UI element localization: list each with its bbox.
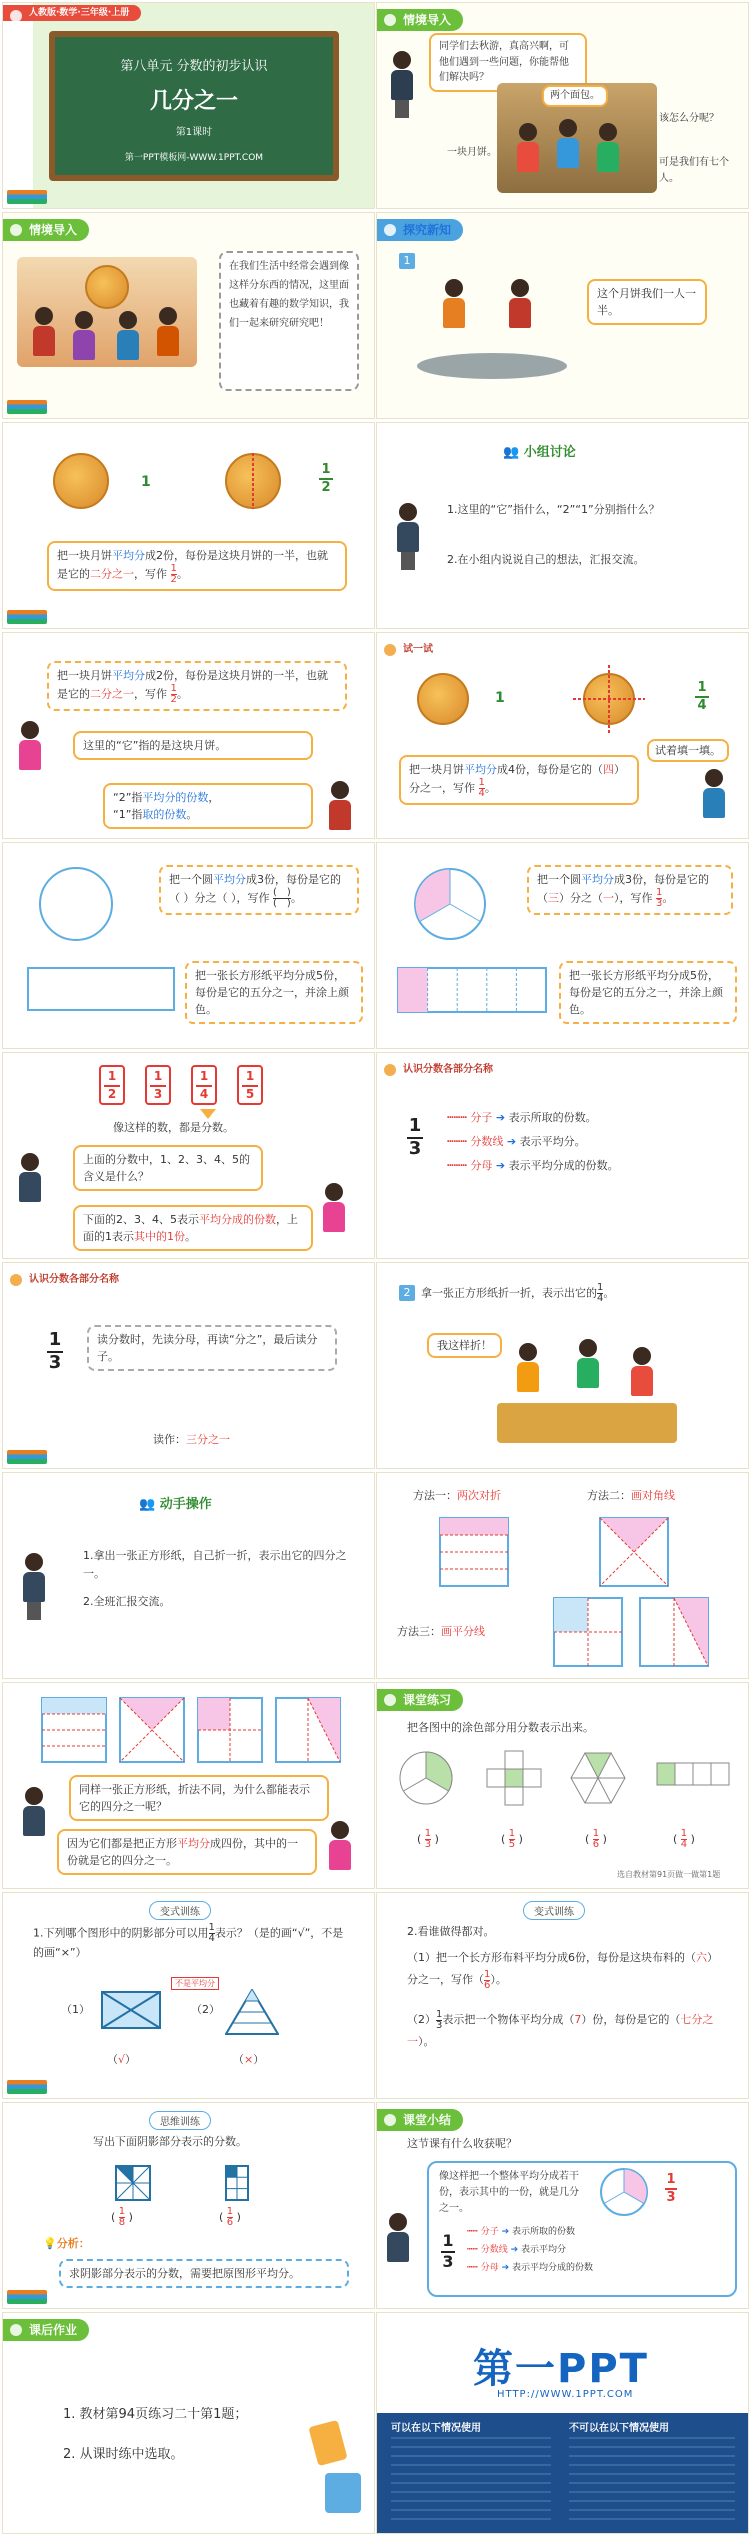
- teacher-figure: [23, 1787, 45, 1836]
- text: ）份，每份是它的（: [581, 2013, 681, 2026]
- books-icon: [7, 1450, 47, 1464]
- answer-2: （×）: [233, 2053, 265, 2066]
- method-2-name: 画对角线: [631, 1489, 675, 1502]
- text: 成4份，每份是它的（: [497, 763, 603, 776]
- bulb-icon: 💡: [43, 2237, 57, 2250]
- answer-1: ( $\frac{1}{3}$ ): [417, 1828, 439, 1850]
- answer-four: 四: [603, 763, 614, 776]
- textbook-source: 选自教材第91页做一做第1题: [617, 1870, 721, 1879]
- answer-six: 六: [696, 1951, 707, 1964]
- mooncake-whole: [53, 453, 109, 509]
- homework-2: 2. 从课时练中选取。: [63, 2447, 184, 2462]
- numerator: 1: [697, 680, 707, 695]
- desc-numerator: 表示所取的份数。: [508, 1111, 597, 1124]
- text: ），写作: [614, 891, 653, 905]
- forbidden-list: [569, 2437, 735, 2525]
- item-1: [407, 1947, 727, 1991]
- text: 。: [186, 808, 198, 822]
- slide-2[interactable]: [376, 2, 749, 209]
- circle-third-shaded: [413, 867, 487, 941]
- text: 把一个圆: [537, 873, 581, 886]
- text: 成四份，其中的一份就是它的四分之一。: [67, 1837, 298, 1868]
- girl-figure: [329, 1821, 351, 1870]
- label-denominator: 分母: [470, 1159, 493, 1172]
- teacher-figure: [23, 1553, 45, 1620]
- lesson-title: 几分之一: [149, 89, 238, 114]
- numerator: 1: [666, 2172, 676, 2187]
- table: [417, 353, 567, 379]
- desk: [497, 1403, 677, 1443]
- lesson-number: 第1课时: [175, 127, 213, 138]
- answer-2: ( $\frac{1}{5}$ ): [501, 1828, 523, 1850]
- method-1-name: 两次对折: [457, 1489, 501, 1502]
- rectangle-question: 把一张长方形纸平均分成5份，每份是它的五分之一，并涂上颜色。: [559, 961, 737, 1024]
- intro-bubble: 同学们去秋游，真高兴啊，可他们遇到一些问题，你能帮他们解决吗？: [429, 33, 587, 92]
- fraction-one-third: [441, 2233, 455, 2271]
- label-fraction-line: 分数线: [470, 1135, 504, 1148]
- text: 成2份，每份是这块月饼的一半，也就是它的: [57, 549, 328, 581]
- text: 拿一张正方形纸折一折，表示出它的: [421, 1286, 597, 1300]
- slide-14[interactable]: [376, 1262, 749, 1469]
- keyword-taken: 取的份数: [142, 808, 187, 822]
- denominator: 3: [48, 1351, 62, 1373]
- keyword-average: 平均分: [213, 873, 246, 886]
- answer-one: 一: [603, 891, 614, 905]
- answer-three: 三: [548, 891, 559, 905]
- definition-box: [47, 541, 347, 591]
- item-2: [407, 2009, 727, 2053]
- method-3-label: [397, 1623, 485, 1641]
- text: （1）把一个长方形布料平均分成6份，每份是这块布料的（: [407, 1951, 696, 1964]
- try-tag: 试一试: [377, 639, 445, 661]
- text: 成3份，每份是它的（ ）分之（ ），写作: [169, 873, 341, 905]
- fold-bubble: 我这样折！: [427, 1333, 502, 1358]
- desc-denominator: 表示平均分成的份数。: [508, 1159, 619, 1172]
- inline-fraction: $\frac{1}{2}$: [170, 563, 177, 586]
- exercise-instruction: 把各图中的涂色部分用分数表示出来。: [407, 1721, 594, 1734]
- task-2: 2.全班汇报交流。: [83, 1595, 171, 1608]
- cross-mark: ×: [244, 2053, 254, 2066]
- slide-21[interactable]: [2, 2102, 375, 2309]
- bag-icon: [325, 2473, 361, 2513]
- allowed-list: [391, 2437, 551, 2525]
- keyword-average: 平均分: [464, 763, 497, 776]
- answer-2: ( $\frac{1}{6}$ ): [219, 2206, 241, 2228]
- inline-fraction: $\frac{1}{4}$: [208, 1922, 215, 1944]
- fraction-statement: 像这样的数，都是分数。: [113, 1121, 234, 1134]
- task-1: 1.拿出一张正方形纸，自己折一折，表示出它的四分之一。: [83, 1549, 347, 1580]
- fraction-card: 1 5: [237, 1065, 263, 1105]
- explain-bubble: 这里的“它”指的是这块月饼。: [73, 731, 313, 760]
- folded-squares-row: [41, 1695, 341, 1765]
- student-2: [577, 1339, 599, 1388]
- girl-2: [509, 279, 531, 328]
- text: 把一个圆: [169, 873, 213, 886]
- teacher-figure: [387, 2213, 409, 2262]
- denominator: 4: [697, 697, 707, 713]
- text: ）分之一，写作（: [407, 1951, 718, 1986]
- label-numerator: 分子: [470, 1111, 493, 1124]
- text: 1.下列哪个图形中的阴影部分可以用: [33, 1926, 209, 1940]
- fraction-one-third: [47, 1331, 63, 1373]
- title-text: 小组讨论: [523, 445, 576, 460]
- text: ，上面的1表示: [83, 1213, 298, 1244]
- slide-7[interactable]: [2, 632, 375, 839]
- exercise-title: 思维训练: [149, 2111, 211, 2130]
- text: ）。: [418, 2035, 435, 2048]
- denominator: 3: [442, 2251, 454, 2271]
- square-two-folds: [439, 1517, 509, 1587]
- text: 成2份，每份是这块月饼的一半，也就是它的: [57, 669, 328, 701]
- desc-fraction-line: 表示平均分。: [519, 1135, 586, 1148]
- question-number: 2: [399, 1285, 415, 1301]
- answer-3: ( $\frac{1}{6}$ ): [585, 1828, 607, 1850]
- label-one: 1: [141, 474, 151, 490]
- text: 。: [176, 687, 188, 701]
- method-1-label: [413, 1487, 501, 1505]
- fraction-one-quarter: [695, 681, 709, 712]
- brand-url: HTTP://WWW.1PPT.COM: [497, 2389, 634, 2400]
- homework-1: 1. 教材第94页练习二十第1题；: [63, 2407, 248, 2422]
- text: ，写作: [134, 687, 167, 701]
- text: 。: [662, 891, 674, 905]
- part-fraction-line: ┅┅ 分数线 ➔ 表示平均分: [467, 2245, 566, 2255]
- template-footer: 第一PPT模板网-WWW.1PPT.COM: [124, 153, 264, 163]
- allowed-uses-title: 可以在以下情况使用: [391, 2423, 481, 2434]
- rectangle-x-shape: [101, 1991, 161, 2029]
- question-box: 同样一张正方形纸，折法不同，为什么都能表示它的四分之一呢？: [69, 1775, 329, 1821]
- slide-6[interactable]: [376, 422, 749, 629]
- slide-9[interactable]: [2, 842, 375, 1049]
- inline-fraction: $\frac{1}{2}$: [170, 683, 177, 706]
- try-bubble: 试着填一填。: [647, 739, 729, 762]
- section-tag: 课堂小结: [377, 2109, 463, 2131]
- pencil-cup-icon: [308, 2420, 347, 2466]
- books-icon: [7, 610, 47, 624]
- section-tag: 情境导入: [3, 219, 89, 241]
- textbook-tag: 人教版·数学·三年级·上册: [3, 5, 141, 21]
- summary-text: 像这样把一个整体平均分成若干份，表示其中的一份，就是几分之一。: [439, 2171, 579, 2214]
- section-tag: 认识分数各部分名称: [3, 1269, 131, 1291]
- denominator: 2: [321, 479, 331, 495]
- student-1: [517, 1343, 539, 1392]
- desc-fraction-line: 表示平均分: [520, 2245, 566, 2255]
- shaded-shapes-row: [395, 1749, 735, 1809]
- half-line: [225, 453, 281, 509]
- answer-fraction: $\frac{1}{3}$: [656, 887, 663, 910]
- bubble-mooncake: 一块月饼。: [447, 147, 497, 158]
- question-2: 2.在小组内说说自己的想法，汇报交流。: [447, 553, 645, 566]
- text: 方法一：: [413, 1489, 457, 1502]
- question-text: [421, 1283, 614, 1304]
- item-2-label: （2）: [191, 2003, 220, 2016]
- not-equal-note: 不是平均分: [171, 1977, 219, 1990]
- part-denominator: ┅┅┅ 分母 ➔ 表示平均分成的份数。: [447, 1159, 619, 1172]
- quarter-lines: [573, 665, 645, 733]
- part-denominator: ┅┅ 分母 ➔ 表示平均分成的份数: [467, 2263, 593, 2273]
- fraction-card: 1 3: [145, 1065, 171, 1105]
- slide-17[interactable]: [2, 1682, 375, 1889]
- slide-5[interactable]: [2, 422, 375, 629]
- group-icon: 👥: [503, 445, 524, 460]
- summary-question: 这节课有什么收获呢？: [407, 2137, 517, 2150]
- text: 。: [603, 1286, 615, 1300]
- numerator: 1: [442, 2231, 454, 2250]
- circle-question: [159, 865, 359, 915]
- part-fraction-line: ┅┅┅ 分数线 ➔ 表示平均分。: [447, 1135, 586, 1148]
- triangle-stripes-shape: [225, 1989, 279, 2035]
- exercise-title: 变式训练: [149, 1901, 211, 1920]
- teacher-figure: [19, 1153, 41, 1202]
- text: 方法二：: [587, 1489, 631, 1502]
- text: 把一块月饼: [57, 549, 112, 562]
- text: （2）: [407, 2013, 436, 2026]
- label-numerator: 分子: [480, 2227, 499, 2237]
- slide-18[interactable]: [376, 1682, 749, 1889]
- desc-denominator: 表示平均分成的份数: [511, 2263, 593, 2273]
- square-diagonals: [599, 1517, 669, 1587]
- answer-reading: 三分之一: [186, 1433, 230, 1446]
- question-1: 1.这里的“它”指什么，“2”“1”分别指什么？: [447, 503, 660, 516]
- teacher-figure: [703, 769, 725, 818]
- method-3-name: 画平分线: [441, 1625, 485, 1638]
- answer-box: [399, 755, 639, 805]
- keyword-half: 二分之一: [90, 567, 134, 581]
- fraction-one-half: [319, 463, 333, 494]
- inline-fraction: $\frac{1}{4}$: [597, 1282, 604, 1304]
- inline-fraction: $\frac{1}{3}$: [436, 2008, 443, 2031]
- books-icon: [7, 400, 47, 414]
- question-text: 2.看谁做得都对。: [407, 1925, 495, 1938]
- slide-13[interactable]: [2, 1262, 375, 1469]
- answer-4: ( $\frac{1}{4}$ ): [673, 1828, 695, 1850]
- text: 。: [176, 567, 188, 581]
- circle-answer: [527, 865, 733, 915]
- family-picture: [17, 257, 197, 367]
- blackboard: [49, 31, 339, 181]
- text: ）。: [490, 1973, 507, 1986]
- analysis-box: 求阴影部分表示的分数，需要把原图形平均分。: [59, 2259, 349, 2288]
- label-fraction-line: 分数线: [480, 2245, 508, 2255]
- label-denominator: 分母: [480, 2263, 499, 2273]
- slide-11[interactable]: [2, 1052, 375, 1259]
- rectangle-sixth-shaded: [225, 2165, 249, 2201]
- text: 方法三：: [397, 1625, 441, 1638]
- keyword-half: 二分之一: [90, 687, 134, 701]
- books-icon: [7, 190, 47, 204]
- rectangle-shape: [27, 967, 175, 1011]
- slide-8[interactable]: [376, 632, 749, 839]
- denominator: 3: [666, 2189, 676, 2205]
- text: ，: [208, 791, 220, 804]
- operation-title: [139, 1493, 212, 1512]
- text: ，写作: [134, 567, 167, 581]
- discussion-title: [503, 441, 576, 460]
- keyword-taken: 其中的1份: [134, 1230, 185, 1244]
- keyword-average: 平均分: [177, 1837, 210, 1850]
- meaning-box: [103, 783, 313, 829]
- text: 表示？（是的画“√”，不是的画“×”）: [33, 1926, 344, 1959]
- question-text: 写出下面阴影部分表示的分数。: [93, 2135, 247, 2148]
- desc-numerator: 表示所取的份数: [511, 2227, 575, 2237]
- part-numerator: ┅┅ 分子 ➔ 表示所取的份数: [467, 2227, 575, 2237]
- slide-23[interactable]: [2, 2312, 375, 2534]
- rectangle-fifths-shaded: [397, 967, 547, 1013]
- numerator: 1: [321, 462, 331, 477]
- question-box: 上面的分数中，1、2、3、4、5的含义是什么？: [73, 1145, 263, 1191]
- text: 把一块月饼: [57, 669, 112, 682]
- intro-text: 在我们生活中经常会遇到像这样分东西的情况，这里面也藏着有趣的数学知识，我们一起来研究研究吧！: [219, 251, 359, 391]
- teacher-figure: [391, 51, 413, 118]
- slide-15[interactable]: [2, 1472, 375, 1679]
- square-eighth-shaded: [115, 2165, 151, 2201]
- answer-box: [73, 1205, 313, 1251]
- square-bisectors: [553, 1597, 623, 1667]
- answer-1: ( $\frac{1}{8}$ ): [111, 2206, 133, 2228]
- keyword-parts: 平均分的份数: [142, 791, 209, 804]
- books-icon: [7, 2080, 47, 2094]
- share-bubble: 这个月饼我们一人一半。: [587, 279, 707, 325]
- text: 成3份，每份是它的（: [537, 873, 709, 905]
- keyword-average: 平均分: [112, 669, 145, 682]
- girl-figure: [19, 721, 41, 770]
- analysis-text: 分析：: [56, 2237, 90, 2250]
- numerator: 1: [408, 1115, 422, 1136]
- slide-16[interactable]: [376, 1472, 749, 1679]
- slide-1[interactable]: [2, 2, 375, 209]
- section-tag: 课后作业: [3, 2319, 89, 2341]
- mooncake-whole: [417, 673, 469, 725]
- summary-fraction: [665, 2173, 677, 2204]
- text: 。: [290, 891, 302, 905]
- section-tag: 认识分数各部分名称: [377, 1059, 505, 1081]
- slide-19[interactable]: [2, 1892, 375, 2099]
- blank-fraction: ( ) ( ): [273, 887, 291, 910]
- keyword-parts: 平均分成的份数: [199, 1213, 276, 1226]
- part-numerator: ┅┅┅ 分子 ➔ 表示所取的份数。: [447, 1111, 597, 1124]
- answer-parts: 7: [574, 2013, 582, 2026]
- square-diagonal-quarter: [639, 1597, 709, 1667]
- denominator: 3: [408, 1137, 422, 1159]
- bubble-seven-people: 可是我们有七个人。: [659, 157, 729, 184]
- text: 表示把一个物体平均分成（: [442, 2013, 575, 2026]
- text: 。: [484, 781, 496, 795]
- circle-shape: [39, 867, 113, 941]
- text: 因为它们都是把正方形: [67, 1837, 177, 1850]
- answer-1: （√）: [107, 2053, 137, 2066]
- text: “1”指: [113, 808, 143, 822]
- text: 读作：: [153, 1433, 186, 1446]
- text: ）分之（: [559, 891, 603, 905]
- forbidden-uses-title: 不可以在以下情况使用: [569, 2423, 669, 2434]
- answer-reading: 七分之一: [407, 2013, 714, 2048]
- slide-3[interactable]: [2, 212, 375, 419]
- section-tag: 课堂练习: [377, 1689, 463, 1711]
- question-number: 1: [399, 253, 415, 269]
- check-mark: √: [118, 2053, 126, 2066]
- item-1-label: （1）: [61, 2003, 90, 2016]
- circle-third-shaded: [599, 2167, 649, 2217]
- numerator: 1: [48, 1329, 62, 1350]
- fraction-card: 1 4: [191, 1065, 217, 1105]
- keyword-average: 平均分: [581, 873, 614, 886]
- analysis-label: [43, 2235, 90, 2251]
- unit-title: 第八单元 分数的初步认识: [120, 59, 268, 74]
- girl-figure: [323, 1183, 345, 1232]
- books-icon: [7, 2290, 47, 2304]
- info-panel: [377, 2413, 749, 2534]
- answer-box: [57, 1829, 317, 1875]
- text: 把一块月饼: [409, 763, 464, 776]
- title-text: 动手操作: [159, 1497, 212, 1512]
- answer-fraction: $\frac{1}{4}$: [478, 777, 485, 800]
- text: “2”指: [113, 791, 143, 804]
- slide-10[interactable]: [376, 842, 749, 1049]
- slide-22[interactable]: [376, 2102, 749, 2309]
- slide-12[interactable]: [376, 1052, 749, 1259]
- keyword-average: 平均分: [112, 549, 145, 562]
- slide-4[interactable]: [376, 212, 749, 419]
- group-icon: 👥: [139, 1497, 160, 1512]
- exercise-title: 变式训练: [523, 1901, 585, 1920]
- student-3: [631, 1347, 653, 1396]
- label-one: 1: [495, 690, 505, 706]
- bubble-how-to-divide: 该怎么分呢？: [659, 113, 719, 124]
- reading-rule: 读分数时，先读分母，再读“分之”，最后读分子。: [87, 1325, 337, 1371]
- section-tag: 情境导入: [377, 9, 463, 31]
- question-text: [33, 1923, 353, 1962]
- teacher-figure: [329, 781, 351, 830]
- girl-1: [443, 279, 465, 328]
- slide-20[interactable]: [376, 1892, 749, 2099]
- slide-24[interactable]: [376, 2312, 749, 2534]
- down-arrow-icon: [200, 1109, 216, 1119]
- rectangle-question: 把一张长方形纸平均分成5份，每份是它的五分之一，并涂上颜色。: [185, 961, 363, 1024]
- section-tag: 探究新知: [377, 219, 463, 241]
- fraction-one-third: [407, 1117, 423, 1159]
- text: 下面的2、3、4、5表示: [83, 1213, 199, 1226]
- text: ）分之一，写作: [409, 763, 625, 795]
- answer-fraction: $\frac{1}{6}$: [484, 1968, 491, 1991]
- text: 。: [185, 1230, 196, 1244]
- teacher-figure: [397, 503, 419, 570]
- reading-answer: [153, 1431, 230, 1449]
- definition-box: [47, 661, 347, 711]
- fraction-card: 1 2: [99, 1065, 125, 1105]
- method-2-label: [587, 1487, 675, 1505]
- brand-logo: 第一PPT: [473, 2346, 649, 2392]
- bubble-bread: 两个面包。: [542, 85, 608, 107]
